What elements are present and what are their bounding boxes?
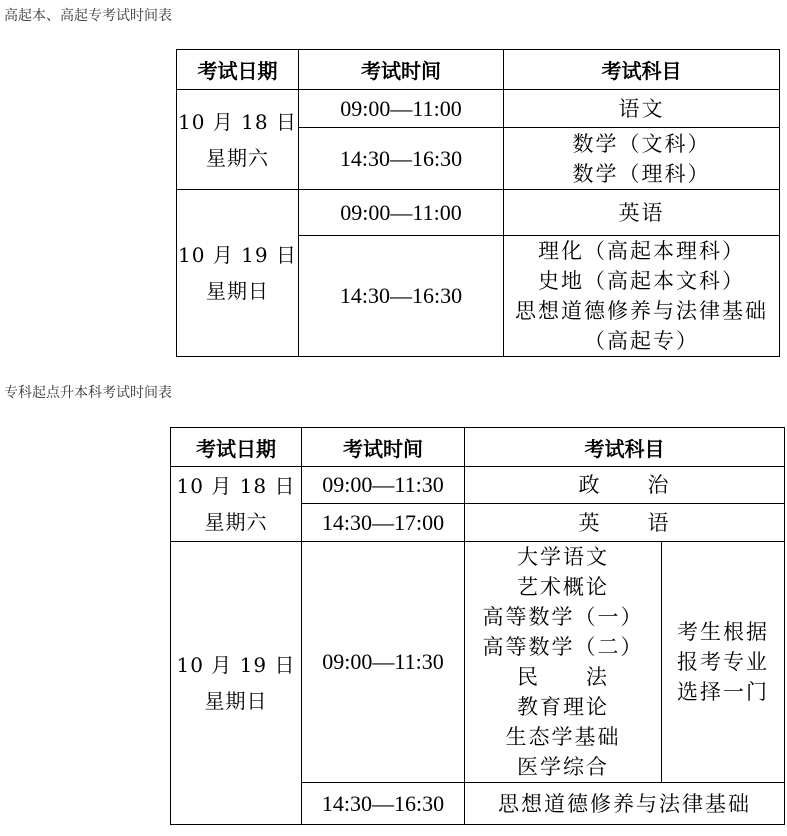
date-day: 10 月 18 日	[178, 109, 297, 134]
subject-item: 理化（高起本理科）	[538, 239, 745, 263]
note-line: 考生根据	[677, 620, 769, 644]
exam-schedule-table-2	[170, 427, 785, 825]
subject-item: （高起专）	[584, 329, 699, 353]
note-line: 报考专业	[677, 650, 769, 674]
subject-item: 英语	[618, 200, 665, 225]
time-cell: 09:00—11:00	[299, 190, 504, 236]
subject-item: 生态学基础	[505, 725, 621, 749]
date-day: 10 月 18 日	[176, 474, 296, 498]
header-date: 考试日期	[171, 428, 302, 467]
subject-cell: 思想道德修养与法律基础	[465, 783, 785, 825]
table2-caption: 专科起点升本科考试时间表	[4, 385, 172, 401]
date-cell-oct19	[177, 190, 299, 357]
table1-caption: 高起本、高起专考试时间表	[4, 8, 172, 24]
subject-item: 高等数学（一）	[482, 605, 644, 629]
header-subject: 考试科目	[465, 428, 785, 467]
subject-item: 高等数学（二）	[482, 635, 644, 659]
subject-cell	[504, 90, 780, 128]
selection-note-cell	[662, 542, 785, 783]
date-cell-oct19	[171, 542, 302, 825]
date-weekday: 星期六	[204, 510, 268, 534]
time-cell: 09:00—11:00	[299, 90, 504, 128]
subject-cell: 英 语	[465, 504, 785, 542]
exam-schedule-table-1	[176, 49, 780, 357]
time-cell: 14:30—16:30	[302, 783, 465, 825]
subject-item: 思想道德修养与法律基础	[515, 299, 768, 323]
date-weekday: 星期日	[206, 279, 269, 303]
subject-item: 语文	[618, 96, 665, 121]
header-date: 考试日期	[177, 50, 299, 90]
time-cell: 09:00—11:30	[302, 542, 465, 783]
date-cell-oct18	[177, 90, 299, 190]
header-time: 考试时间	[299, 50, 504, 90]
time-cell: 14:30—17:00	[302, 504, 465, 542]
date-weekday: 星期六	[206, 145, 269, 170]
time-cell: 14:30—16:30	[299, 128, 504, 190]
time-cell: 14:30—16:30	[299, 236, 504, 357]
subject-cell: 政 治	[465, 467, 785, 504]
note-line: 选择一门	[677, 680, 769, 704]
header-subject: 考试科目	[504, 50, 780, 90]
date-day: 10 月 19 日	[176, 653, 296, 677]
subject-item: 艺术概论	[517, 575, 609, 599]
subject-cell	[504, 236, 780, 357]
subject-item: 史地（高起本文科）	[538, 269, 745, 293]
subject-item: 民 法	[517, 665, 609, 689]
header-time: 考试时间	[302, 428, 465, 467]
date-day: 10 月 19 日	[178, 243, 297, 267]
subject-item: 医学综合	[517, 755, 609, 779]
date-weekday: 星期日	[204, 689, 268, 713]
subject-item: 数学（文科）	[572, 131, 711, 156]
subject-cell	[504, 190, 780, 236]
time-cell: 09:00—11:30	[302, 467, 465, 504]
subject-list-cell	[465, 542, 662, 783]
subject-cell	[504, 128, 780, 190]
subject-item: 数学（理科）	[572, 161, 711, 186]
date-cell-oct18	[171, 467, 302, 542]
subject-item: 教育理论	[517, 695, 609, 719]
subject-item: 大学语文	[517, 545, 609, 569]
